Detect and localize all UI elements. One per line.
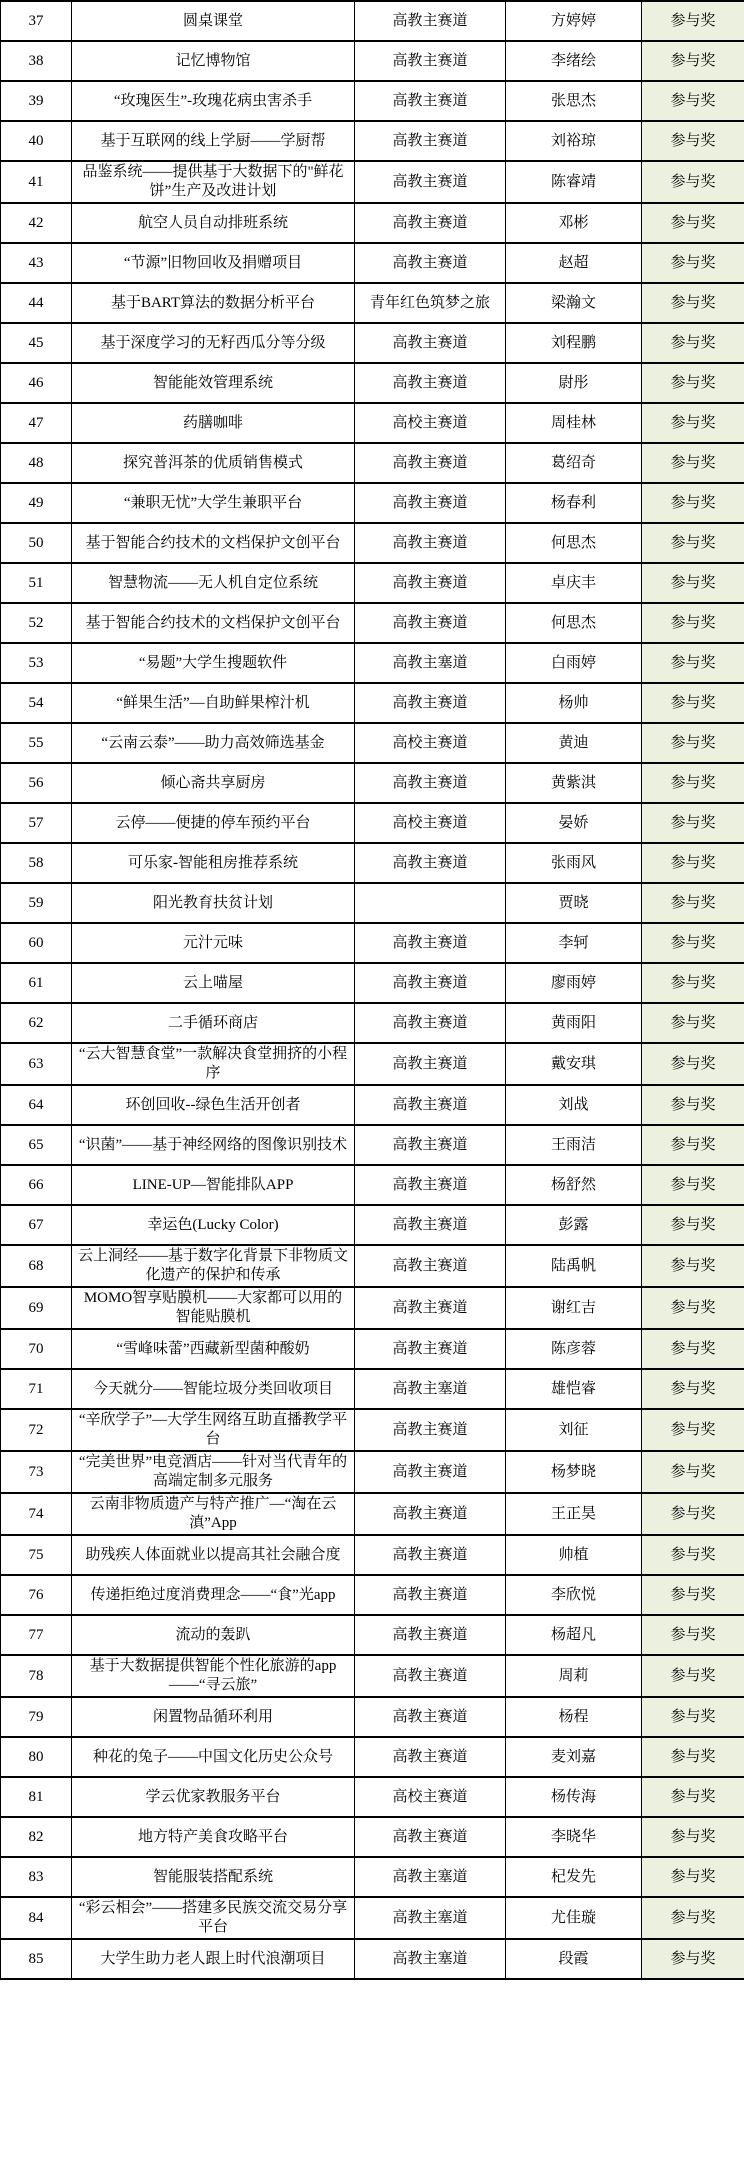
table-row	[1, 1939, 744, 1979]
table-row	[1, 1615, 744, 1655]
project-name: “云南云泰”——助力高效筛选基金	[72, 723, 355, 763]
award-label: 参与奖	[642, 683, 744, 723]
person-name: 周莉	[506, 1655, 642, 1697]
project-name: 云上洞经——基于数字化背景下非物质文化遗产的保护和传承	[72, 1245, 355, 1287]
project-name: “兼职无忧”大学生兼职平台	[72, 483, 355, 523]
person-name: 杞发先	[506, 1857, 642, 1897]
track-name: 高校主赛道	[355, 403, 506, 443]
award-label: 参与奖	[642, 643, 744, 683]
project-name: 圆桌课堂	[72, 1, 355, 41]
award-label: 参与奖	[642, 1329, 744, 1369]
person-name: 杨梦晓	[506, 1451, 642, 1493]
track-name: 高教主赛道	[355, 1697, 506, 1737]
table-row	[1, 1897, 744, 1939]
track-name: 高教主赛道	[355, 1, 506, 41]
award-label: 参与奖	[642, 1575, 744, 1615]
table-row	[1, 1737, 744, 1777]
row-number: 43	[1, 243, 72, 283]
track-name: 高教主赛道	[355, 1287, 506, 1329]
track-name: 高教主赛道	[355, 1165, 506, 1205]
track-name: 高教主赛道	[355, 243, 506, 283]
person-name: 葛绍奇	[506, 443, 642, 483]
track-name: 高教主赛道	[355, 1043, 506, 1085]
table-row	[1, 563, 744, 603]
project-name: LINE-UP—智能排队APP	[72, 1165, 355, 1205]
person-name: 杨春利	[506, 483, 642, 523]
award-label: 参与奖	[642, 1897, 744, 1939]
project-name: 今天就分——智能垃圾分类回收项目	[72, 1369, 355, 1409]
award-label: 参与奖	[642, 763, 744, 803]
award-label: 参与奖	[642, 883, 744, 923]
person-name: 白雨婷	[506, 643, 642, 683]
row-number: 75	[1, 1535, 72, 1575]
project-name: 二手循环商店	[72, 1003, 355, 1043]
track-name: 高教主赛道	[355, 1205, 506, 1245]
track-name: 高校主赛道	[355, 803, 506, 843]
track-name: 高教主赛道	[355, 1655, 506, 1697]
row-number: 37	[1, 1, 72, 41]
project-name: “鲜果生活”—自助鲜果榨汁机	[72, 683, 355, 723]
person-name: 刘战	[506, 1085, 642, 1125]
track-name: 高教主赛道	[355, 603, 506, 643]
track-name: 高教主赛道	[355, 121, 506, 161]
project-name: 流动的轰趴	[72, 1615, 355, 1655]
award-label: 参与奖	[642, 1939, 744, 1979]
award-label: 参与奖	[642, 283, 744, 323]
row-number: 85	[1, 1939, 72, 1979]
table-row	[1, 1085, 744, 1125]
award-label: 参与奖	[642, 1409, 744, 1451]
person-name: 陈睿靖	[506, 161, 642, 203]
track-name: 高教主赛道	[355, 763, 506, 803]
person-name: 尤佳璇	[506, 1897, 642, 1939]
row-number: 44	[1, 283, 72, 323]
person-name: 赵超	[506, 243, 642, 283]
table-row	[1, 523, 744, 563]
row-number: 52	[1, 603, 72, 643]
project-name: 种花的兔子——中国文化历史公众号	[72, 1737, 355, 1777]
person-name: 廖雨婷	[506, 963, 642, 1003]
table-row	[1, 81, 744, 121]
row-number: 63	[1, 1043, 72, 1085]
row-number: 58	[1, 843, 72, 883]
table-row	[1, 723, 744, 763]
table-row	[1, 1329, 744, 1369]
table-row	[1, 803, 744, 843]
table-row	[1, 1043, 744, 1085]
project-name: MOMO智享贴膜机——大家都可以用的智能贴膜机	[72, 1287, 355, 1329]
project-name: “识菌”——基于神经网络的图像识别技术	[72, 1125, 355, 1165]
project-name: 航空人员自动排班系统	[72, 203, 355, 243]
track-name: 高教主赛道	[355, 81, 506, 121]
table-row	[1, 41, 744, 81]
person-name: 何思杰	[506, 523, 642, 563]
track-name: 高教主塞道	[355, 1939, 506, 1979]
table-row	[1, 1535, 744, 1575]
award-label: 参与奖	[642, 1125, 744, 1165]
track-name: 高教主赛道	[355, 1245, 506, 1287]
award-label: 参与奖	[642, 1655, 744, 1697]
table-row	[1, 1287, 744, 1329]
track-name: 高教主赛道	[355, 1409, 506, 1451]
award-label: 参与奖	[642, 1245, 744, 1287]
award-table-body	[1, 1, 744, 1979]
person-name: 黄雨阳	[506, 1003, 642, 1043]
person-name: 卓庆丰	[506, 563, 642, 603]
person-name: 雄恺睿	[506, 1369, 642, 1409]
person-name: 杨帅	[506, 683, 642, 723]
track-name: 高教主赛道	[355, 41, 506, 81]
table-row	[1, 403, 744, 443]
person-name: 陈彦蓉	[506, 1329, 642, 1369]
person-name: 陆禹帆	[506, 1245, 642, 1287]
row-number: 65	[1, 1125, 72, 1165]
award-label: 参与奖	[642, 41, 744, 81]
track-name: 青年红色筑梦之旅	[355, 283, 506, 323]
row-number: 78	[1, 1655, 72, 1697]
person-name: 李绪绘	[506, 41, 642, 81]
table-row	[1, 1575, 744, 1615]
table-row	[1, 1817, 744, 1857]
project-name: 基于智能合约技术的文档保护文创平台	[72, 523, 355, 563]
row-number: 66	[1, 1165, 72, 1205]
track-name: 高教主塞道	[355, 1857, 506, 1897]
track-name: 高教主赛道	[355, 1493, 506, 1535]
table-row	[1, 323, 744, 363]
row-number: 53	[1, 643, 72, 683]
award-label: 参与奖	[642, 243, 744, 283]
table-row	[1, 843, 744, 883]
track-name: 高教主赛道	[355, 1737, 506, 1777]
project-name: 助残疾人体面就业以提高其社会融合度	[72, 1535, 355, 1575]
table-row	[1, 1205, 744, 1245]
track-name: 高教主赛道	[355, 683, 506, 723]
table-row	[1, 443, 744, 483]
track-name: 高教主赛道	[355, 483, 506, 523]
row-number: 40	[1, 121, 72, 161]
track-name: 高教主赛道	[355, 363, 506, 403]
award-label: 参与奖	[642, 1615, 744, 1655]
person-name: 李欣悦	[506, 1575, 642, 1615]
person-name: 王正昊	[506, 1493, 642, 1535]
project-name: 云停——便捷的停车预约平台	[72, 803, 355, 843]
track-name: 高教主赛道	[355, 1003, 506, 1043]
track-name: 高教主赛道	[355, 203, 506, 243]
person-name: 杨舒然	[506, 1165, 642, 1205]
project-name: “易题”大学生搜题软件	[72, 643, 355, 683]
track-name: 高校主赛道	[355, 723, 506, 763]
row-number: 61	[1, 963, 72, 1003]
award-label: 参与奖	[642, 203, 744, 243]
table-row	[1, 1369, 744, 1409]
row-number: 55	[1, 723, 72, 763]
table-row	[1, 1857, 744, 1897]
table-row	[1, 603, 744, 643]
track-name: 高教主赛道	[355, 161, 506, 203]
track-name	[355, 883, 506, 923]
table-row	[1, 483, 744, 523]
track-name: 高教主赛道	[355, 1085, 506, 1125]
person-name: 黄紫淇	[506, 763, 642, 803]
award-label: 参与奖	[642, 1697, 744, 1737]
row-number: 76	[1, 1575, 72, 1615]
track-name: 高教主赛道	[355, 843, 506, 883]
track-name: 高教主赛道	[355, 1329, 506, 1369]
table-row	[1, 1493, 744, 1535]
award-label: 参与奖	[642, 483, 744, 523]
project-name: 基于深度学习的无籽西瓜分等分级	[72, 323, 355, 363]
track-name: 高教主赛道	[355, 1535, 506, 1575]
table-row	[1, 1777, 744, 1817]
project-name: 地方特产美食攻略平台	[72, 1817, 355, 1857]
award-label: 参与奖	[642, 1165, 744, 1205]
award-label: 参与奖	[642, 1493, 744, 1535]
project-name: 云南非物质遗产与特产推广—“淘在云滇”App	[72, 1493, 355, 1535]
person-name: 麦刘嘉	[506, 1737, 642, 1777]
table-row	[1, 1, 744, 41]
table-row	[1, 1697, 744, 1737]
project-name: 可乐家-智能租房推荐系统	[72, 843, 355, 883]
project-name: 基于BART算法的数据分析平台	[72, 283, 355, 323]
row-number: 46	[1, 363, 72, 403]
track-name: 高教主赛道	[355, 963, 506, 1003]
project-name: 大学生助力老人跟上时代浪潮项目	[72, 1939, 355, 1979]
person-name: 晏娇	[506, 803, 642, 843]
award-label: 参与奖	[642, 121, 744, 161]
track-name: 高教主赛道	[355, 1615, 506, 1655]
track-name: 高教主赛道	[355, 923, 506, 963]
project-name: 云上喵屋	[72, 963, 355, 1003]
award-label: 参与奖	[642, 1003, 744, 1043]
award-label: 参与奖	[642, 1817, 744, 1857]
row-number: 62	[1, 1003, 72, 1043]
award-label: 参与奖	[642, 81, 744, 121]
person-name: 张雨风	[506, 843, 642, 883]
project-name: 环创回收--绿色生活开创者	[72, 1085, 355, 1125]
row-number: 83	[1, 1857, 72, 1897]
project-name: 传递拒绝过度消费理念——“食”光app	[72, 1575, 355, 1615]
row-number: 48	[1, 443, 72, 483]
project-name: “辛欣学子”—大学生网络互助直播教学平台	[72, 1409, 355, 1451]
project-name: “完美世界”电竞酒店——针对当代青年的高端定制多元服务	[72, 1451, 355, 1493]
table-row	[1, 883, 744, 923]
table-row	[1, 283, 744, 323]
award-label: 参与奖	[642, 923, 744, 963]
person-name: 方婷婷	[506, 1, 642, 41]
project-name: “云大智慧食堂”一款解决食堂拥挤的小程序	[72, 1043, 355, 1085]
row-number: 38	[1, 41, 72, 81]
person-name: 刘程鹏	[506, 323, 642, 363]
table-row	[1, 923, 744, 963]
project-name: 基于互联网的线上学厨——学厨帮	[72, 121, 355, 161]
row-number: 54	[1, 683, 72, 723]
project-name: 学云优家教服务平台	[72, 1777, 355, 1817]
project-name: 品鉴系统——提供基于大数据下的"鲜花饼”生产及改进计划	[72, 161, 355, 203]
row-number: 79	[1, 1697, 72, 1737]
person-name: 李晓华	[506, 1817, 642, 1857]
track-name: 高教主赛道	[355, 323, 506, 363]
table-row	[1, 643, 744, 683]
table-row	[1, 243, 744, 283]
row-number: 57	[1, 803, 72, 843]
award-label: 参与奖	[642, 523, 744, 563]
award-label: 参与奖	[642, 1535, 744, 1575]
project-name: 闲置物品循环利用	[72, 1697, 355, 1737]
project-name: 基于智能合约技术的文档保护文创平台	[72, 603, 355, 643]
row-number: 74	[1, 1493, 72, 1535]
award-label: 参与奖	[642, 1451, 744, 1493]
project-name: 基于大数据提供智能个性化旅游的app——“寻云旅”	[72, 1655, 355, 1697]
row-number: 39	[1, 81, 72, 121]
person-name: 黄迪	[506, 723, 642, 763]
person-name: 戴安琪	[506, 1043, 642, 1085]
track-name: 高教主赛道	[355, 1125, 506, 1165]
award-label: 参与奖	[642, 723, 744, 763]
person-name: 彭露	[506, 1205, 642, 1245]
project-name: 元汁元味	[72, 923, 355, 963]
person-name: 杨传海	[506, 1777, 642, 1817]
table-row	[1, 1125, 744, 1165]
table-row	[1, 1245, 744, 1287]
table-row	[1, 1165, 744, 1205]
row-number: 72	[1, 1409, 72, 1451]
person-name: 杨程	[506, 1697, 642, 1737]
row-number: 51	[1, 563, 72, 603]
person-name: 帅植	[506, 1535, 642, 1575]
project-name: 智能能效管理系统	[72, 363, 355, 403]
track-name: 高教主赛道	[355, 523, 506, 563]
award-label: 参与奖	[642, 1777, 744, 1817]
award-label: 参与奖	[642, 1737, 744, 1777]
project-name: 幸运色(Lucky Color)	[72, 1205, 355, 1245]
row-number: 45	[1, 323, 72, 363]
person-name: 张思杰	[506, 81, 642, 121]
table-row	[1, 1409, 744, 1451]
table-row	[1, 763, 744, 803]
table-row	[1, 203, 744, 243]
award-label: 参与奖	[642, 843, 744, 883]
award-label: 参与奖	[642, 1287, 744, 1329]
row-number: 49	[1, 483, 72, 523]
person-name: 梁瀚文	[506, 283, 642, 323]
award-label: 参与奖	[642, 1369, 744, 1409]
table-row	[1, 683, 744, 723]
row-number: 81	[1, 1777, 72, 1817]
row-number: 80	[1, 1737, 72, 1777]
award-label: 参与奖	[642, 1, 744, 41]
track-name: 高教主赛道	[355, 443, 506, 483]
award-label: 参与奖	[642, 161, 744, 203]
person-name: 刘征	[506, 1409, 642, 1451]
person-name: 王雨洁	[506, 1125, 642, 1165]
person-name: 尉彤	[506, 363, 642, 403]
track-name: 高教主塞道	[355, 643, 506, 683]
person-name: 贾晓	[506, 883, 642, 923]
person-name: 周桂林	[506, 403, 642, 443]
person-name: 刘裕琼	[506, 121, 642, 161]
table-row	[1, 161, 744, 203]
award-label: 参与奖	[642, 1857, 744, 1897]
row-number: 70	[1, 1329, 72, 1369]
row-number: 50	[1, 523, 72, 563]
person-name: 谢红吉	[506, 1287, 642, 1329]
award-label: 参与奖	[642, 1085, 744, 1125]
table-row	[1, 1003, 744, 1043]
project-name: 倾心斋共享厨房	[72, 763, 355, 803]
person-name: 杨超凡	[506, 1615, 642, 1655]
row-number: 56	[1, 763, 72, 803]
table-row	[1, 963, 744, 1003]
project-name: 记忆博物馆	[72, 41, 355, 81]
project-name: 药膳咖啡	[72, 403, 355, 443]
project-name: “节源”旧物回收及捐赠项目	[72, 243, 355, 283]
row-number: 41	[1, 161, 72, 203]
project-name: 探究普洱茶的优质销售模式	[72, 443, 355, 483]
person-name: 何思杰	[506, 603, 642, 643]
row-number: 82	[1, 1817, 72, 1857]
track-name: 高教主赛道	[355, 563, 506, 603]
award-label: 参与奖	[642, 563, 744, 603]
row-number: 71	[1, 1369, 72, 1409]
person-name: 邓彬	[506, 203, 642, 243]
row-number: 84	[1, 1897, 72, 1939]
person-name: 段霞	[506, 1939, 642, 1979]
award-label: 参与奖	[642, 803, 744, 843]
project-name: 智慧物流——无人机自定位系统	[72, 563, 355, 603]
award-label: 参与奖	[642, 1205, 744, 1245]
track-name: 高教主赛道	[355, 1817, 506, 1857]
row-number: 42	[1, 203, 72, 243]
row-number: 60	[1, 923, 72, 963]
award-label: 参与奖	[642, 443, 744, 483]
project-name: 智能服装搭配系统	[72, 1857, 355, 1897]
table-row	[1, 1655, 744, 1697]
project-name: “彩云相会”——搭建多民族交流交易分享平台	[72, 1897, 355, 1939]
award-label: 参与奖	[642, 363, 744, 403]
row-number: 59	[1, 883, 72, 923]
award-label: 参与奖	[642, 323, 744, 363]
row-number: 67	[1, 1205, 72, 1245]
track-name: 高教主塞道	[355, 1369, 506, 1409]
award-label: 参与奖	[642, 963, 744, 1003]
award-label: 参与奖	[642, 403, 744, 443]
table-row	[1, 1451, 744, 1493]
track-name: 高校主赛道	[355, 1777, 506, 1817]
table-row	[1, 121, 744, 161]
track-name: 高教主赛道	[355, 1451, 506, 1493]
table-row	[1, 363, 744, 403]
project-name: “雪峰味蕾”西藏新型菌种酸奶	[72, 1329, 355, 1369]
row-number: 69	[1, 1287, 72, 1329]
track-name: 高教主赛道	[355, 1575, 506, 1615]
row-number: 77	[1, 1615, 72, 1655]
row-number: 68	[1, 1245, 72, 1287]
row-number: 73	[1, 1451, 72, 1493]
person-name: 李轲	[506, 923, 642, 963]
project-name: 阳光教育扶贫计划	[72, 883, 355, 923]
row-number: 47	[1, 403, 72, 443]
award-label: 参与奖	[642, 1043, 744, 1085]
project-name: “玫瑰医生”-玫瑰花病虫害杀手	[72, 81, 355, 121]
row-number: 64	[1, 1085, 72, 1125]
track-name: 高教主塞道	[355, 1897, 506, 1939]
award-label: 参与奖	[642, 603, 744, 643]
